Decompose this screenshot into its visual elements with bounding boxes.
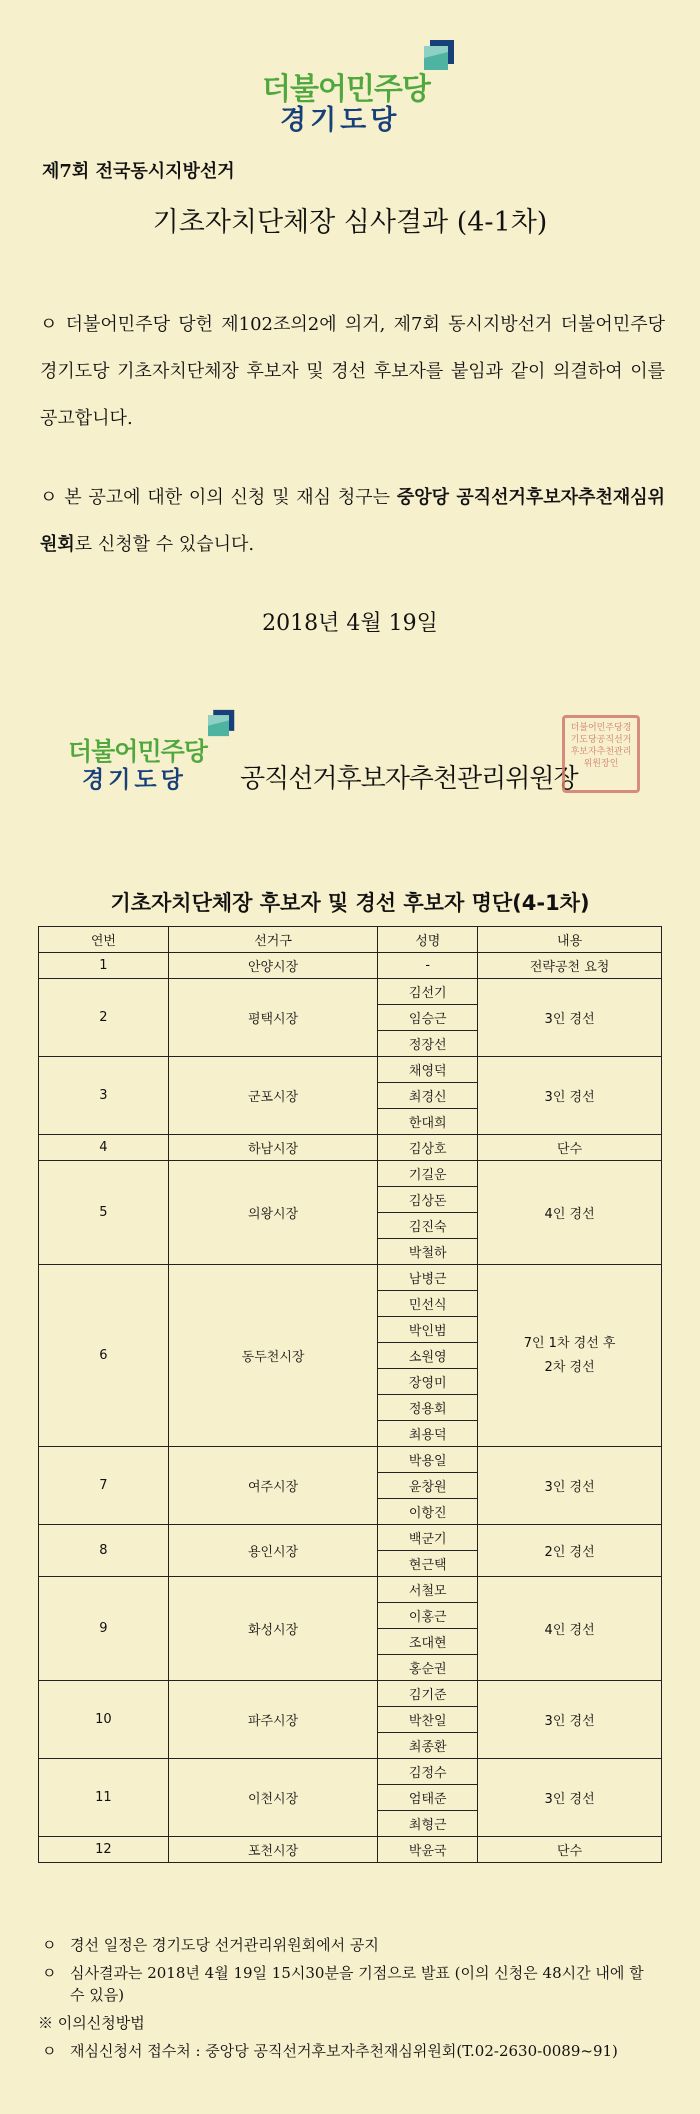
- cell-candidate-name: 장영미: [378, 1369, 478, 1395]
- header-district: 선거구: [168, 927, 378, 953]
- cell-content: 3인 경선: [478, 1681, 662, 1759]
- cell-candidate-name: 박철하: [378, 1239, 478, 1265]
- note-text: 재심신청서 접수처 : 중앙당 공직선거후보자추천재심위원회(T.02-2630-0089~91): [70, 2042, 618, 2060]
- cell-district: 동두천시장: [168, 1265, 378, 1447]
- cell-candidate-name: 정장선: [378, 1031, 478, 1057]
- cell-candidate-name: -: [378, 953, 478, 979]
- cell-candidate-name: 한대희: [378, 1109, 478, 1135]
- cell-candidate-name: 백군기: [378, 1525, 478, 1551]
- cell-no: 12: [39, 1837, 169, 1863]
- note-item: [42, 2040, 662, 2062]
- cell-no: 6: [39, 1265, 169, 1447]
- cell-candidate-name: 윤창원: [378, 1473, 478, 1499]
- table-row: [39, 1135, 662, 1161]
- cell-content: 4인 경선: [478, 1161, 662, 1265]
- cell-content: 3인 경선: [478, 1447, 662, 1525]
- header-no: 연번: [39, 927, 169, 953]
- logo-text-province: 경기도당: [280, 105, 401, 136]
- table-header-row: [39, 927, 662, 953]
- cell-candidate-name: 서철모: [378, 1577, 478, 1603]
- notes-section: [38, 1934, 662, 2068]
- table-row: [39, 953, 662, 979]
- cell-candidate-name: 김진숙: [378, 1213, 478, 1239]
- table-body: [39, 953, 662, 1863]
- cell-no: 1: [39, 953, 169, 979]
- note-text: 경선 일정은 경기도당 선거관리위원회에서 공지: [70, 1936, 379, 1954]
- cell-candidate-name: 민선식: [378, 1291, 478, 1317]
- note-text: ※ 이의신청방법: [38, 2014, 145, 2032]
- cell-candidate-name: 김기준: [378, 1681, 478, 1707]
- cell-candidate-name: 이항진: [378, 1499, 478, 1525]
- signature-logo-party: 더불어민주당: [68, 737, 207, 766]
- cell-candidate-name: 김정수: [378, 1759, 478, 1785]
- para2-suffix: 로 신청할 수 있습니다.: [74, 534, 255, 555]
- cell-district: 의왕시장: [168, 1161, 378, 1265]
- cell-candidate-name: 기길운: [378, 1161, 478, 1187]
- note-bullet: ㅇ: [42, 1936, 57, 1954]
- cell-no: 10: [39, 1681, 169, 1759]
- header-name: 성명: [378, 927, 478, 953]
- signature-logo-province: 경기도당: [82, 767, 187, 793]
- table-row: [39, 1447, 662, 1473]
- table-row: [39, 1577, 662, 1603]
- page-title: 기초자치단체장 심사결과 (4-1차): [152, 207, 548, 238]
- cell-candidate-name: 최경신: [378, 1083, 478, 1109]
- cell-candidate-name: 박용일: [378, 1447, 478, 1473]
- appeal-committee: 중앙당 공직선거후보자추천재심위원회: [40, 487, 665, 555]
- notice-paragraph-2: [40, 474, 665, 568]
- table-row: [39, 1161, 662, 1187]
- table-row: [39, 979, 662, 1005]
- cell-content: 3인 경선: [478, 979, 662, 1057]
- cell-candidate-name: 박찬일: [378, 1707, 478, 1733]
- cell-candidate-name: 김상돈: [378, 1187, 478, 1213]
- cell-no: 4: [39, 1135, 169, 1161]
- party-logo: [262, 38, 462, 136]
- cell-no: 5: [39, 1161, 169, 1265]
- logo-text-party: 더불어민주당: [262, 72, 430, 107]
- cell-candidate-name: 박인범: [378, 1317, 478, 1343]
- cell-district: 이천시장: [168, 1759, 378, 1837]
- note-bullet: ㅇ: [42, 2042, 57, 2060]
- cell-candidate-name: 남병근: [378, 1265, 478, 1291]
- cell-no: 2: [39, 979, 169, 1057]
- candidate-table: [38, 926, 662, 1863]
- cell-content: 전략공천 요청: [478, 953, 662, 979]
- cell-no: 9: [39, 1577, 169, 1681]
- table-row: [39, 1265, 662, 1291]
- official-seal: 더불어민주당경기도당공직선거후보자추천관리위원장인: [562, 715, 640, 793]
- cell-district: 평택시장: [168, 979, 378, 1057]
- committee-chair: 공직선거후보자추천관리위원장: [240, 764, 578, 794]
- cell-candidate-name: 소원영: [378, 1343, 478, 1369]
- cell-candidate-name: 박윤국: [378, 1837, 478, 1863]
- table-row: [39, 1681, 662, 1707]
- cell-content: 단수: [478, 1135, 662, 1161]
- cell-candidate-name: 현근택: [378, 1551, 478, 1577]
- cell-district: 용인시장: [168, 1525, 378, 1577]
- signature-logo: [68, 708, 248, 793]
- cell-content: 3인 경선: [478, 1057, 662, 1135]
- cell-candidate-name: 최형근: [378, 1811, 478, 1837]
- cell-candidate-name: 김선기: [378, 979, 478, 1005]
- note-item: [42, 1934, 662, 1956]
- cell-district: 안양시장: [168, 953, 378, 979]
- cell-candidate-name: 채영덕: [378, 1057, 478, 1083]
- cell-candidate-name: 최종환: [378, 1733, 478, 1759]
- cell-candidate-name: 정용회: [378, 1395, 478, 1421]
- table-row: [39, 1057, 662, 1083]
- election-name: 제7회 전국동시지방선거: [42, 161, 235, 182]
- cell-content: 단수: [478, 1837, 662, 1863]
- note-item: [38, 2012, 662, 2034]
- party-flag-icon-small: [208, 708, 236, 738]
- cell-district: 파주시장: [168, 1681, 378, 1759]
- cell-no: 3: [39, 1057, 169, 1135]
- note-bullet: ㅇ: [42, 1964, 57, 1982]
- cell-no: 8: [39, 1525, 169, 1577]
- header-content: 내용: [478, 927, 662, 953]
- cell-content: 2인 경선: [478, 1525, 662, 1577]
- cell-district: 화성시장: [168, 1577, 378, 1681]
- table-title: 기초자치단체장 후보자 및 경선 후보자 명단(4-1차): [110, 891, 590, 915]
- cell-candidate-name: 엄태준: [378, 1785, 478, 1811]
- cell-district: 여주시장: [168, 1447, 378, 1525]
- cell-candidate-name: 홍순권: [378, 1655, 478, 1681]
- cell-district: 군포시장: [168, 1057, 378, 1135]
- cell-no: 7: [39, 1447, 169, 1525]
- cell-content: 3인 경선: [478, 1759, 662, 1837]
- cell-district: 하남시장: [168, 1135, 378, 1161]
- cell-no: 11: [39, 1759, 169, 1837]
- note-item: [42, 1962, 662, 2006]
- cell-candidate-name: 이홍근: [378, 1603, 478, 1629]
- notice-date: 2018년 4월 19일: [262, 611, 438, 636]
- table-row: [39, 1759, 662, 1785]
- note-text: 심사결과는 2018년 4월 19일 15시30분을 기점으로 발표 (이의 신청은 48시간 내에 할 수 있음): [70, 1964, 644, 2004]
- cell-content: 4인 경선: [478, 1577, 662, 1681]
- cell-district: 포천시장: [168, 1837, 378, 1863]
- cell-candidate-name: 임승근: [378, 1005, 478, 1031]
- table-row: [39, 1837, 662, 1863]
- cell-candidate-name: 조대현: [378, 1629, 478, 1655]
- cell-candidate-name: 김상호: [378, 1135, 478, 1161]
- para2-prefix: ㅇ 본 공고에 대한 이의 신청 및 재심 청구는: [40, 487, 397, 508]
- notice-paragraph-1: ㅇ 더불어민주당 당헌 제102조의2에 의거, 제7회 동시지방선거 더불어민주당 경기도당 기초자치단체장 후보자 및 경선 후보자를 붙임과 같이 의결하여 이를 공고합니다.: [40, 314, 665, 429]
- cell-candidate-name: 최용덕: [378, 1421, 478, 1447]
- table-row: [39, 1525, 662, 1551]
- cell-content: 7인 1차 경선 후 2차 경선: [478, 1265, 662, 1447]
